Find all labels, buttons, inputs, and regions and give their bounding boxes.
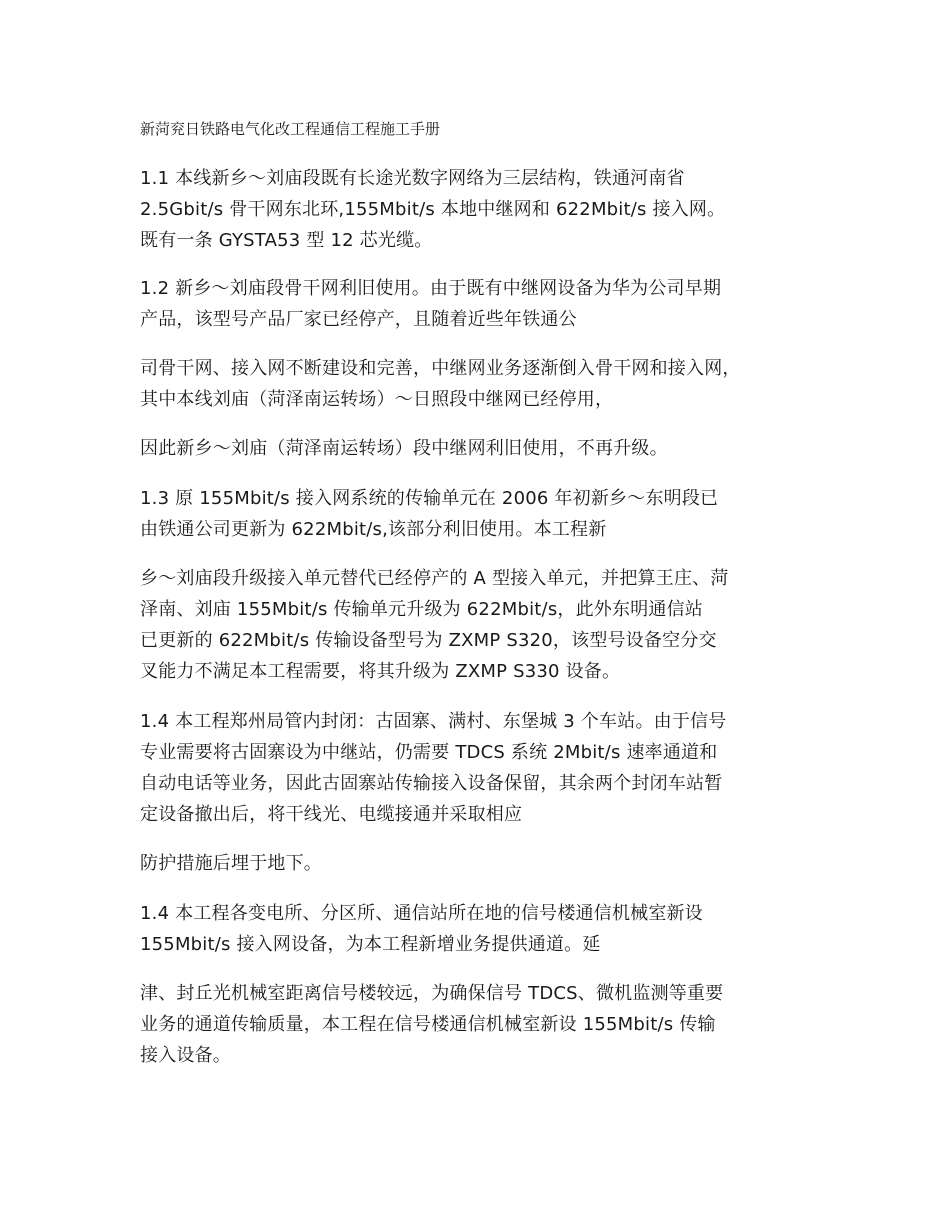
text-line: 已更新的 622Mbit/s 传输设备型号为 ZXMP S320，该型号设备空分交	[140, 630, 717, 651]
paragraph-1-4-b	[140, 898, 703, 960]
paragraph-1-3-cont	[140, 563, 729, 687]
text-line: 叉能力不满足本工程需要，将其升级为 ZXMP S330 设备。	[140, 661, 621, 682]
text-line: 津、封丘光机械室距离信号楼较远，为确保信号 TDCS、微机监测等重要	[140, 983, 724, 1004]
text-line: 因此新乡～刘庙（菏泽南运转场）段中继网利旧使用，不再升级。	[140, 438, 668, 459]
text-line: 司骨干网、接入网不断建设和完善，中继网业务逐渐倒入骨干网和接入网，	[140, 358, 741, 379]
text-line: 自动电话等业务，因此古固寨站传输接入设备保留，其余两个封闭车站暂	[140, 773, 723, 794]
paragraph-1-4-a-cont	[140, 848, 322, 879]
text-line: 1.1 本线新乡～刘庙段既有长途光数字网络为三层结构，铁通河南省	[140, 168, 685, 189]
text-line: 155Mbit/s 接入网设备，为本工程新增业务提供通道。延	[140, 934, 601, 955]
text-line: 接入设备。	[140, 1045, 231, 1066]
text-line: 产品，该型号产品厂家已经停产，且随着近些年铁通公	[140, 309, 577, 330]
paragraph-1-2-cont-a	[140, 353, 741, 415]
paragraph-1-1	[140, 163, 725, 256]
text-line: 1.4 本工程各变电所、分区所、通信站所在地的信号楼通信机械室新设	[140, 903, 703, 924]
text-line: 2.5Gbit/s 骨干网东北环,155Mbit/s 本地中继网和 622Mbit/s 接入网。	[140, 199, 726, 220]
paragraph-1-2	[140, 273, 721, 335]
text-line: 定设备撤出后，将干线光、电缆接通并采取相应	[140, 804, 523, 825]
text-line: 1.3 原 155Mbit/s 接入网系统的传输单元在 2006 年初新乡～东明段已	[140, 488, 719, 509]
paragraph-1-2-cont-b	[140, 433, 668, 464]
text-line: 乡～刘庙段升级接入单元替代已经停产的 A 型接入单元，并把算王庄、菏	[140, 568, 729, 589]
text-line: 1.4 本工程郑州局管内封闭：古固寨、满村、东堡城 3 个车站。由于信号	[140, 711, 727, 732]
text-line: 专业需要将古固寨设为中继站，仍需要 TDCS 系统 2Mbit/s 速率通道和	[140, 742, 718, 763]
text-line: 其中本线刘庙（菏泽南运转场）～日照段中继网已经停用，	[140, 389, 614, 410]
paragraph-1-3	[140, 483, 718, 545]
text-line: 1.2 新乡～刘庙段骨干网利旧使用。由于既有中继网设备为华为公司早期	[140, 278, 722, 299]
paragraph-1-4-b-cont	[140, 978, 723, 1071]
text-line: 业务的通道传输质量，本工程在信号楼通信机械室新设 155Mbit/s 传输	[140, 1014, 716, 1035]
text-line: 既有一条 GYSTA53 型 12 芯光缆。	[140, 230, 433, 251]
paragraph-1-4-a	[140, 706, 726, 830]
text-line: 由铁通公司更新为 622Mbit/s,该部分利旧使用。本工程新	[140, 519, 607, 540]
document-header: 新菏兖日铁路电气化改工程通信工程施工手册	[140, 120, 441, 138]
text-line: 泽南、刘庙 155Mbit/s 传输单元升级为 622Mbit/s，此外东明通信站	[140, 599, 703, 620]
text-line: 防护措施后埋于地下。	[140, 853, 322, 874]
